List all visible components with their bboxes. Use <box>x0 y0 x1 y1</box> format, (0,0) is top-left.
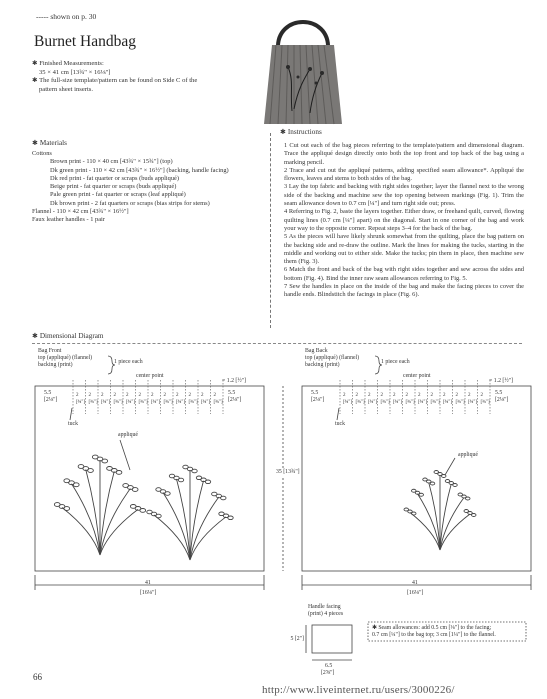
side-in: [2⅛"] <box>44 397 58 403</box>
bud <box>132 488 138 492</box>
instruction-step: 7 Sew the handles in place on the inside of the bag and make the facing pieces to cover the handle ends. Blindstitch the facings in place (Fig. 6). <box>284 283 524 299</box>
tuck-value: 2 [¾"] <box>113 393 123 405</box>
note-measure-value: 35 × 41 cm [13¾" × 16⅛"] <box>39 68 111 76</box>
back-title: Bag Back <box>305 348 328 354</box>
bud <box>466 497 471 500</box>
applique-trees <box>54 455 476 560</box>
bud <box>140 509 146 513</box>
tuck-value: 2 [¾"] <box>176 393 186 405</box>
tuck-value: 2 [¾"] <box>480 393 490 405</box>
diagram-heading: Dimensional Diagram <box>39 332 104 340</box>
bud <box>442 475 447 478</box>
back-backing-label: backing (print) <box>305 362 340 368</box>
bud <box>228 516 233 520</box>
note-template-cont: pattern sheet inserts. <box>39 85 94 93</box>
tuck-value: 2 [¾"] <box>101 393 111 405</box>
tuck-value: 2 [¾"] <box>76 393 86 405</box>
back-width-cm: 41 <box>412 580 418 586</box>
stem <box>100 509 138 555</box>
tuck-value: 2 [¾"] <box>163 393 173 405</box>
front-tuck-label: tuck <box>68 421 78 427</box>
front-piece-count: 1 piece each <box>114 359 143 365</box>
bullet-icon: ✱ <box>372 625 379 631</box>
back-applique-label: appliqué <box>458 452 478 458</box>
bud <box>88 469 94 473</box>
handle-facing-height: 5 [2"] <box>290 636 304 642</box>
stem <box>190 481 204 560</box>
applique-tree <box>54 455 145 555</box>
back-center-point: center point <box>403 373 431 379</box>
side-cm: 5.5 <box>495 390 503 396</box>
front-top-label: top (appliqué) (flannel) <box>38 355 93 361</box>
front-applique-leader <box>120 440 130 470</box>
side-cm: 5.5 <box>44 390 52 396</box>
stem <box>440 514 470 550</box>
stem <box>440 484 451 550</box>
side-in: [2⅛"] <box>311 397 325 403</box>
tuck-value: 2 [¾"] <box>88 393 98 405</box>
front-left-side <box>44 390 57 404</box>
note-measure-label: Finished Measurements: <box>39 60 104 67</box>
material-line: Pale green print - fat quarter or scraps (leaf appliqué) <box>50 191 186 199</box>
material-line: Cottons <box>32 150 52 157</box>
handle-facing-title: Handle facing <box>308 604 341 610</box>
instruction-step: 1 Cut out each of the bag pieces referring to the template/pattern and dimensional diagram. Trace the appliqué design directly onto both the top front and top back of the bag using a marking pencil. <box>284 142 524 166</box>
note-template: The full-size template/pattern can be found on Side C of the <box>39 77 198 85</box>
seam-note <box>372 625 496 639</box>
handle-facing-width-cm: 6.5 <box>325 663 333 669</box>
applique-tree <box>147 465 233 560</box>
bud <box>412 512 417 515</box>
applique-tree <box>404 471 476 551</box>
seam-note-line2: 0.7 cm [¼"] to the bag top; 3 cm [1¼"] to the flannel. <box>372 632 496 638</box>
material-line: Brown print - 110 × 40 cm [43¾" × 15¾"] (top) <box>50 158 173 166</box>
bullet-icon: ✱ <box>32 77 40 85</box>
front-margin: = 1.2 [½"] <box>222 378 246 384</box>
front-brace <box>108 356 115 374</box>
back-applique-leader <box>445 458 455 475</box>
side-in: [2⅛"] <box>228 397 242 403</box>
height-dimension: 35 [13¾"] <box>276 469 300 475</box>
bud <box>64 507 70 511</box>
bud <box>205 480 210 484</box>
back-tuck-leader <box>337 408 339 420</box>
back-brace <box>375 356 382 374</box>
tuck-value: 2 [¾"] <box>201 393 211 405</box>
front-backing-label: backing (print) <box>38 362 73 368</box>
bud <box>192 469 197 473</box>
back-piece-count: 1 piece each <box>381 359 410 365</box>
bud <box>73 483 79 487</box>
instruction-step: 3 Lay the top fabric and backing with right sides together; layer the flannel next to the wrong side of the backing and machine sew the top opening between markings (Fig. 1). Trim the seam allowance down to 0.7 cm [¼"] and turn right side out; press. <box>284 183 524 208</box>
tuck-value: 2 [¾"] <box>355 393 365 405</box>
back-panel <box>302 386 531 571</box>
front-width-cm: 41 <box>145 580 151 586</box>
instruction-step: 6 Match the front and back of the bag with right sides together and sew across the sides and bottom (Fig. 4). Bind the inner raw seam allowances referring to Fig. 5. <box>284 266 524 282</box>
front-center-point: center point <box>136 373 164 379</box>
stem <box>190 517 226 560</box>
handle-facing-count: (print) 4 pieces <box>308 611 344 617</box>
material-line: Dk green print - 110 × 42 cm [43¾" × 16½"] (backing, handle facing) <box>50 166 229 174</box>
bud <box>472 514 477 517</box>
handle-facing-labels <box>308 604 343 618</box>
source-url: http://www.liveinternet.ru/users/3000226/ <box>262 684 455 696</box>
bud <box>165 492 170 496</box>
back-width-in: [16⅛"] <box>407 590 424 596</box>
seam-note-line1: Seam allowances: add 0.5 cm [⅛"] to the facing; <box>378 625 492 631</box>
bud <box>116 471 122 475</box>
bullet-icon: ✱ <box>280 128 288 136</box>
tuck-value: 2 [¾"] <box>151 393 161 405</box>
tuck-marks <box>73 380 490 414</box>
bullet-icon: ✱ <box>32 139 40 147</box>
material-line: Faux leather handles - 1 pair <box>32 216 105 224</box>
tuck-value: 2 [¾"] <box>380 393 390 405</box>
back-right-side <box>495 390 508 404</box>
front-tuck-leader <box>70 408 72 420</box>
bud <box>430 482 435 485</box>
tuck-value: 2 [¾"] <box>343 393 353 405</box>
instructions-heading: Instructions <box>287 128 322 136</box>
tuck-value: 2 [¾"] <box>443 393 453 405</box>
bud <box>156 514 161 518</box>
front-panel <box>35 386 264 571</box>
handle-facing-width-in: [2⅝"] <box>321 670 335 676</box>
shown-on-reference: ----- shown on p. 30 <box>36 12 97 21</box>
instruction-step: 5 As the pieces will have likely shrunk somewhat from the quilting, place the bag pattern on the backing side and re-draw the outline. Mark the lines for making the tucks, starting in the middle and working out to either side. Make the tucks; pin them in place, then machine sew them (Fig. 3). <box>284 233 524 266</box>
material-line: Flannel - 110 × 42 cm [43¾" × 16½"] <box>32 208 129 216</box>
tuck-value: 2 [¾"] <box>405 393 415 405</box>
tuck-value: 2 [¾"] <box>468 393 478 405</box>
tuck-value: 2 [¾"] <box>393 393 403 405</box>
bullet-icon: ✱ <box>32 332 40 340</box>
tuck-value: 2 [¾"] <box>188 393 198 405</box>
bud <box>178 478 183 482</box>
stem <box>100 471 114 555</box>
front-width-in: [16⅛"] <box>140 590 157 596</box>
tuck-value: 2 [¾"] <box>126 393 136 405</box>
back-left-side <box>311 390 324 404</box>
front-title: Bag Front <box>38 348 62 354</box>
page-number: 66 <box>33 672 42 682</box>
front-right-side <box>228 390 241 404</box>
stem <box>86 470 100 556</box>
tuck-value: 2 [¾"] <box>213 393 223 405</box>
instruction-step: 2 Trace and cut out the appliqué patterns, adding specified seam allowance*. Appliqué the flowers, leaves and stems to both sides of the bag. <box>284 166 524 183</box>
material-line: Beige print - fat quarter or scraps (buds appliqué) <box>50 183 177 191</box>
back-margin: = 1.2 [½"] <box>489 378 513 384</box>
bud <box>221 496 226 500</box>
tuck-value: 2 [¾"] <box>418 393 428 405</box>
front-applique-label: appliqué <box>118 432 138 438</box>
tuck-value: 2 [¾"] <box>138 393 148 405</box>
bullet-icon: ✱ <box>32 60 40 67</box>
bud <box>453 484 458 487</box>
materials-heading: Materials <box>39 139 67 147</box>
side-in: [2⅛"] <box>495 397 509 403</box>
handle-facing-rect <box>312 625 352 653</box>
tuck-value: 2 [¾"] <box>455 393 465 405</box>
back-tuck-label: tuck <box>335 421 345 427</box>
back-top-label: top (appliqué) (flannel) <box>305 355 360 361</box>
instruction-step: 4 Referring to Fig. 2, baste the layers together. Either draw, or freehand quilt, curved, flowing quilting lines (0.7 cm [¼"] apart) on the diagonal. Start in one corner of the bag and work your way to the opposite corner. Repeat steps 3–4 for the back of the bag. <box>284 208 524 232</box>
side-cm: 5.5 <box>228 390 236 396</box>
bud <box>102 459 108 463</box>
side-cm: 5.5 <box>311 390 319 396</box>
material-line: Dk brown print - 2 fat quarters or scraps (bias strips for stems) <box>50 199 210 207</box>
tuck-value: 2 [¾"] <box>368 393 378 405</box>
page-title: Burnet Handbag <box>34 33 137 50</box>
material-line: Dk red print - fat quarter or scraps (buds appliqué) <box>50 174 180 182</box>
tuck-value: 2 [¾"] <box>430 393 440 405</box>
bud <box>419 493 424 496</box>
